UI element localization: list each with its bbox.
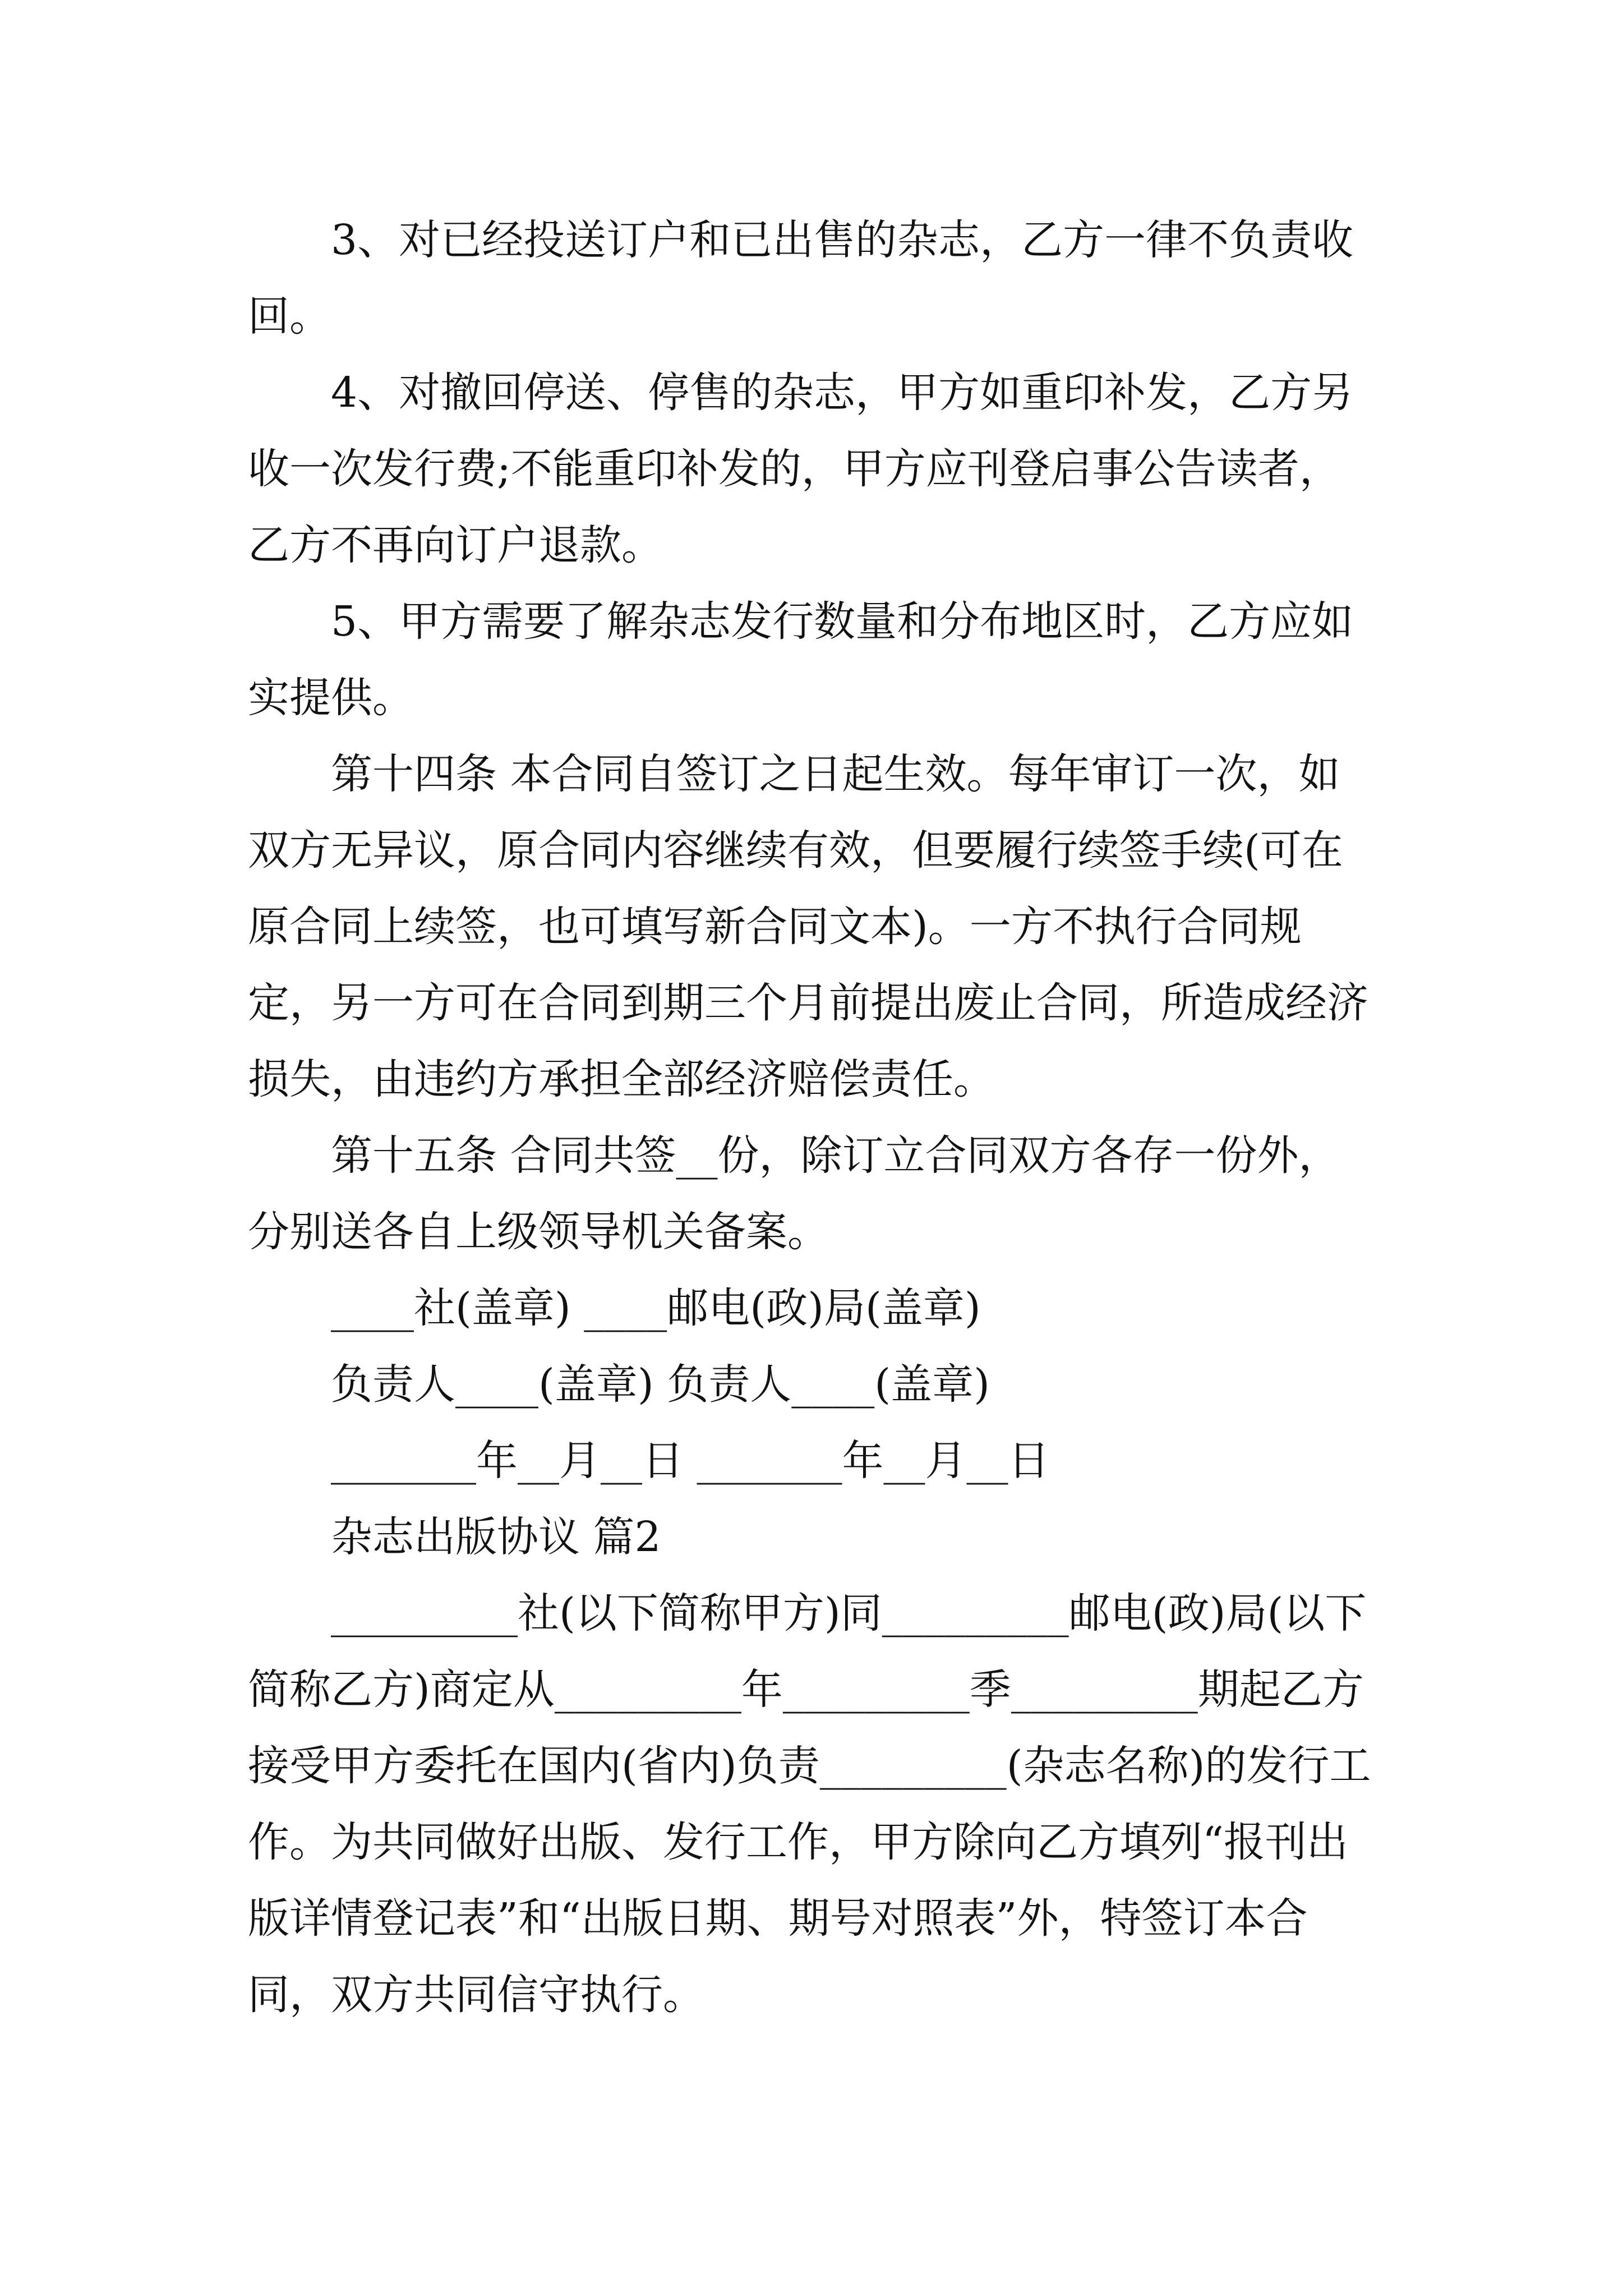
paragraph-clause-5: 5、甲方需要了解杂志发行数量和分布地区时，乙方应如实提供。 bbox=[248, 597, 1354, 722]
signature-line-date: _______年__月__日 _______年__月__日 bbox=[331, 1437, 1050, 1485]
paragraph-clause-4: 4、对撤回停送、停售的杂志，甲方如重印补发，乙方另收一次发行费;不能重印补发的，甲方应刊登启事公告读者，乙方不再向订户退款。 bbox=[248, 369, 1354, 569]
paragraph-clause-3: 3、对已经投送订户和已出售的杂志，乙方一律不负责收回。 bbox=[248, 216, 1354, 341]
signature-line-representative: 负责人____(盖章) 负责人____(盖章) bbox=[331, 1360, 990, 1409]
paragraph-article-14: 第十四条 本合同自签订之日起生效。每年审订一次，如双方无异议，原合同内容继续有效，但要履行续签手续(可在原合同上续签，也可填写新合同文本)。一方不执行合同规定，另一方可在合同到期三个月前提出废止合同，所造成经济损失，由违约方承担全部经济赔偿责任。 bbox=[248, 750, 1368, 1103]
paragraph-agreement-2-intro: _________社(以下简称甲方)同_________邮电(政)局(以下简称乙方)商定从_________年_________季_________期起乙方接受甲方委托在国内(省内)负责_________(杂志名称)的发行工作。为共同做好出版、发行工作，甲方除向乙方填列“报刊出版详情登记表”和“出版日期、期号对照表”外，特签订本合同，双方共同信守执行。 bbox=[248, 1589, 1371, 2019]
document-body bbox=[248, 202, 1375, 2033]
section-heading-agreement-2: 杂志出版协议 篇2 bbox=[331, 1513, 661, 1561]
signature-line-seal: ____社(盖章) ____邮电(政)局(盖章) bbox=[331, 1284, 981, 1332]
paragraph-article-15: 第十五条 合同共签__份，除订立合同双方各存一份外，分别送各自上级领导机关备案。 bbox=[248, 1131, 1340, 1256]
